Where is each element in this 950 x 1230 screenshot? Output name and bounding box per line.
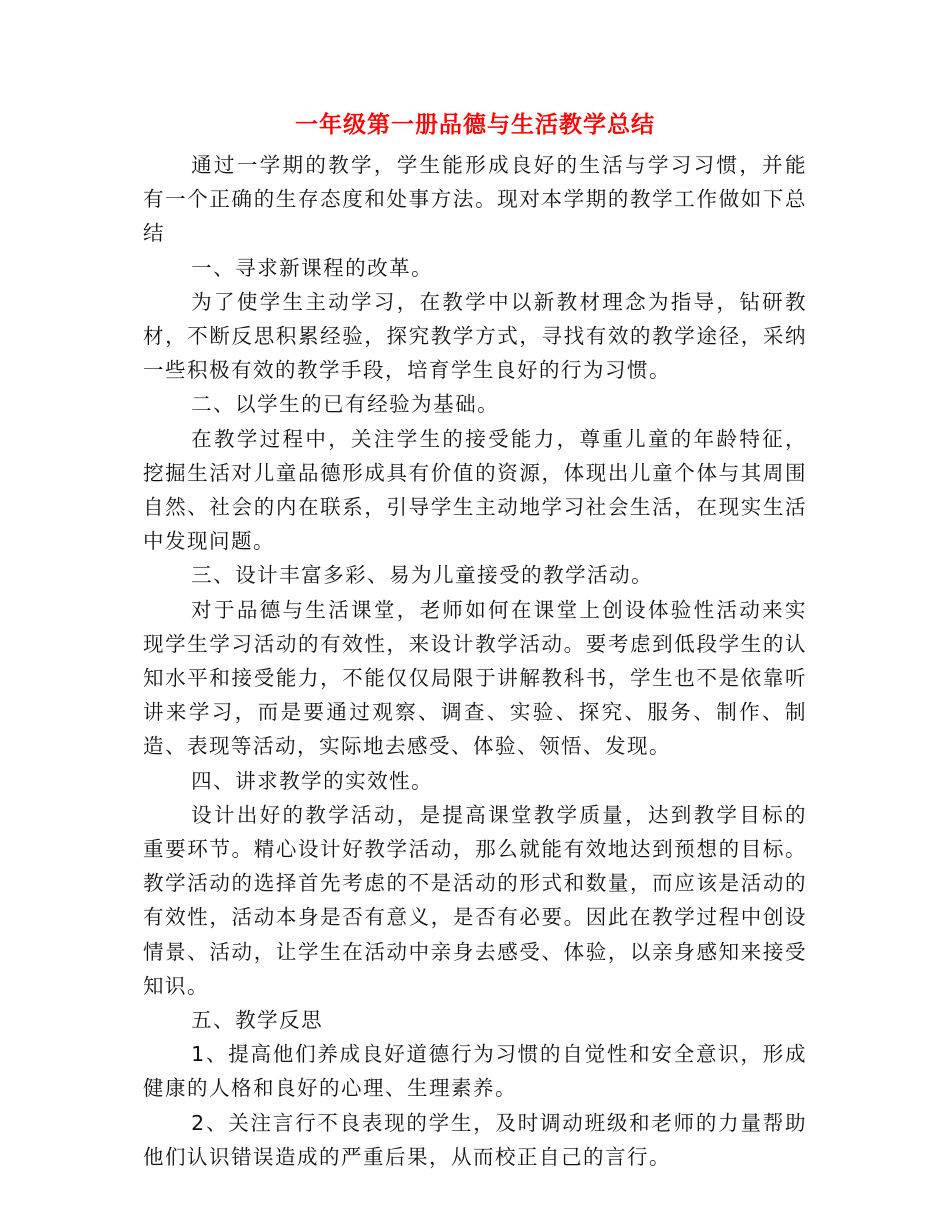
reflection-item-1: 1、提高他们养成良好道德行为习惯的自觉性和安全意识，形成健康的人格和良好的心理、生理素养。 bbox=[143, 1042, 807, 1101]
document-title: 一年级第一册品德与生活教学总结 bbox=[295, 112, 655, 138]
section-paragraph-3: 对于品德与生活课堂，老师如何在课堂上创设体验性活动来实现学生学习活动的有效性，来设计教学活动。要考虑到低段学生的认知水平和接受能力，不能仅仅局限于讲解教科书，学生也不是依靠听讲来学习，而是要通过观察、调查、实验、探究、服务、制作、制造、表现等活动，实际地去感受、体验、领悟、发现。 bbox=[143, 597, 807, 759]
section-paragraph-2: 在教学过程中，关注学生的接受能力，尊重儿童的年龄特征，挖掘生活对儿童品德形成具有价值的资源，体现出儿童个体与其周围自然、社会的内在联系，引导学生主动地学习社会生活，在现实生活中发现问题。 bbox=[143, 426, 807, 554]
section-heading-5: 五、教学反思 bbox=[191, 1008, 324, 1033]
reflection-item-2: 2、关注言行不良表现的学生，及时调动班级和老师的力量帮助他们认识错误造成的严重后果，从而校正自己的言行。 bbox=[143, 1110, 807, 1169]
section-heading-2: 二、以学生的已有经验为基础。 bbox=[191, 392, 500, 417]
section-heading-4: 四、讲求教学的实效性。 bbox=[191, 768, 434, 793]
section-paragraph-1: 为了使学生主动学习，在教学中以新教材理念为指导，钻研教材，不断反思积累经验，探究教学方式，寻找有效的教学途径，采纳一些积极有效的教学手段，培育学生良好的行为习惯。 bbox=[143, 289, 807, 383]
intro-paragraph: 通过一学期的教学，学生能形成良好的生活与学习习惯，并能有一个正确的生存态度和处事方法。现对本学期的教学工作做如下总结 bbox=[143, 153, 807, 246]
document-body bbox=[143, 148, 807, 1174]
section-heading-1: 一、寻求新课程的改革。 bbox=[191, 255, 434, 280]
section-heading-3: 三、设计丰富多彩、易为儿童接受的教学活动。 bbox=[191, 563, 654, 588]
section-paragraph-4: 设计出好的教学活动，是提高课堂教学质量，达到教学目标的重要环节。精心设计好教学活动，那么就能有效地达到预想的目标。教学活动的选择首先考虑的不是活动的形式和数量，而应该是活动的有效性，活动本身是否有意义，是否有必要。因此在教学过程中创设情景、活动，让学生在活动中亲身去感受、体验，以亲身感知来接受知识。 bbox=[143, 802, 807, 998]
